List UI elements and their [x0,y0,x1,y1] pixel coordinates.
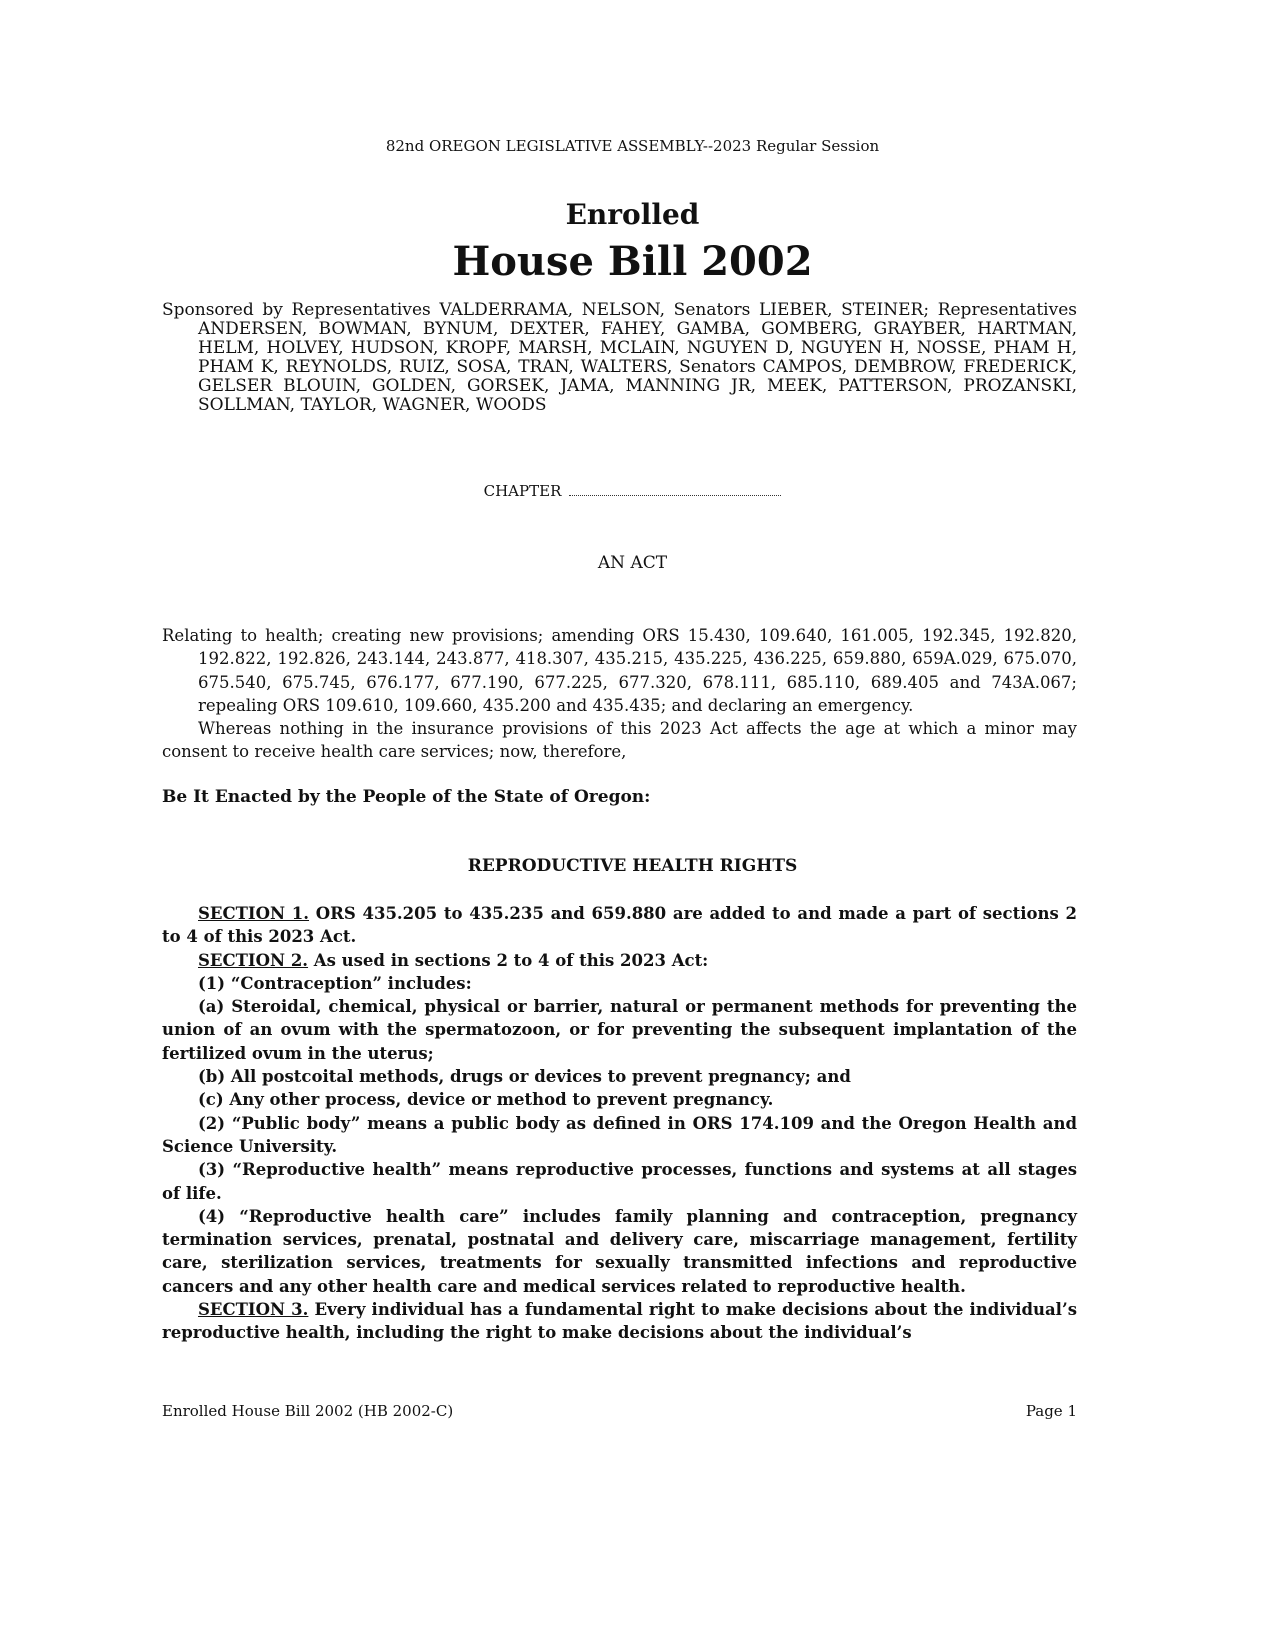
definition-1c: (c) Any other process, device or method to prevent pregnancy. [198,1090,774,1110]
relating-clause: Relating to health; creating new provisions; amending ORS 15.430, 109.640, 161.005, 192.345, 192.820, 192.822, 192.826, 243.144, 243.877, 418.307, 435.215, 435.225, 436.225, 659.880, 659A.029, 675.070, 675.540, 675.745, 676.177, 677.190, 677.225, 677.320, 678.111, 685.110, 689.405 and 743A.067; repealing ORS 109.610, 109.660, 435.200 and 435.435; and declaring an emergency. [162,626,1077,715]
definition-2: (2) “Public body” means a public body as defined in ORS 174.109 and the Oregon Health and Science University. [162,1113,1077,1156]
whereas-clause: Whereas nothing in the insurance provisions of this 2023 Act affects the age at which a minor may consent to receive health care services; now, therefore, [162,719,1077,762]
enacting-clause: Be It Enacted by the People of the State of Oregon: [162,787,651,807]
section-heading: REPRODUCTIVE HEALTH RIGHTS [467,856,798,876]
footer-page-number: Page 1 [1025,1402,1077,1420]
chapter-label: CHAPTER [483,482,562,500]
definition-1b: (b) All postcoital methods, drugs or devices to prevent pregnancy; and [198,1067,851,1087]
bill-title: House Bill 2002 [452,238,813,285]
section-2 [162,949,1077,972]
chapter-blank [569,495,781,496]
bill-body [162,902,1077,1345]
chapter-line [0,482,1265,500]
section-2-label: SECTION 2. [198,950,309,970]
footer-bill-id: Enrolled House Bill 2002 (HB 2002-C) [162,1402,454,1420]
section-2-text: As used in sections 2 to 4 of this 2023 Act: [308,950,709,970]
definition-4: (4) “Reproductive health care” includes family planning and contraception, pregnancy termination services, prenatal, postnatal and delivery care, miscarriage management, fertility care, sterilization services, treatments for sexually transmitted infections and reproductive cancers and any other health care and medical services related to reproductive health. [162,1206,1077,1296]
section-1-label: SECTION 1. [198,904,310,923]
enrolled-label: Enrolled [565,198,700,231]
session-header: 82nd OREGON LEGISLATIVE ASSEMBLY--2023 Regular Session [385,137,880,155]
section-1-text: ORS 435.205 to 435.235 and 659.880 are added to and made a part of sections 2 to 4 of this 2023 Act. [162,904,1077,947]
definition-1a: (a) Steroidal, chemical, physical or barrier, natural or permanent methods for preventing the union of an ovum with the spermatozoon, or for preventing the subsequent implantation of the fertilized ovum in the uterus; [162,997,1077,1063]
section-3 [162,1298,1077,1345]
definition-3: (3) “Reproductive health” means reproductive processes, functions and systems at all stages of life. [162,1160,1077,1203]
an-act-heading: AN ACT [597,553,668,573]
section-3-text: Every individual has a fundamental right to make decisions about the individual’s reproductive health, including the right to make decisions about the individual’s [162,1300,1077,1343]
definition-1: (1) “Contraception” includes: [198,973,472,993]
sponsors-paragraph: Sponsored by Representatives VALDERRAMA, NELSON, Senators LIEBER, STEINER; Representatives ANDERSEN, BOWMAN, BYNUM, DEXTER, FAHEY, GAMBA, GOMBERG, GRAYBER, HARTMAN, HELM, HOLVEY, HUDSON, KROPF, MARSH, MCLAIN, NGUYEN D, NGUYEN H, NOSSE, PHAM H, PHAM K, REYNOLDS, RUIZ, SOSA, TRAN, WALTERS, Senators CAMPOS, DEMBROW, FREDERICK, GELSER BLOUIN, GOLDEN, GORSEK, JAMA, MANNING JR, MEEK, PATTERSON, PROZANSKI, SOLLMAN, TAYLOR, WAGNER, WOODS [162,300,1077,415]
section-1 [162,902,1077,949]
section-3-label: SECTION 3. [198,1300,309,1320]
